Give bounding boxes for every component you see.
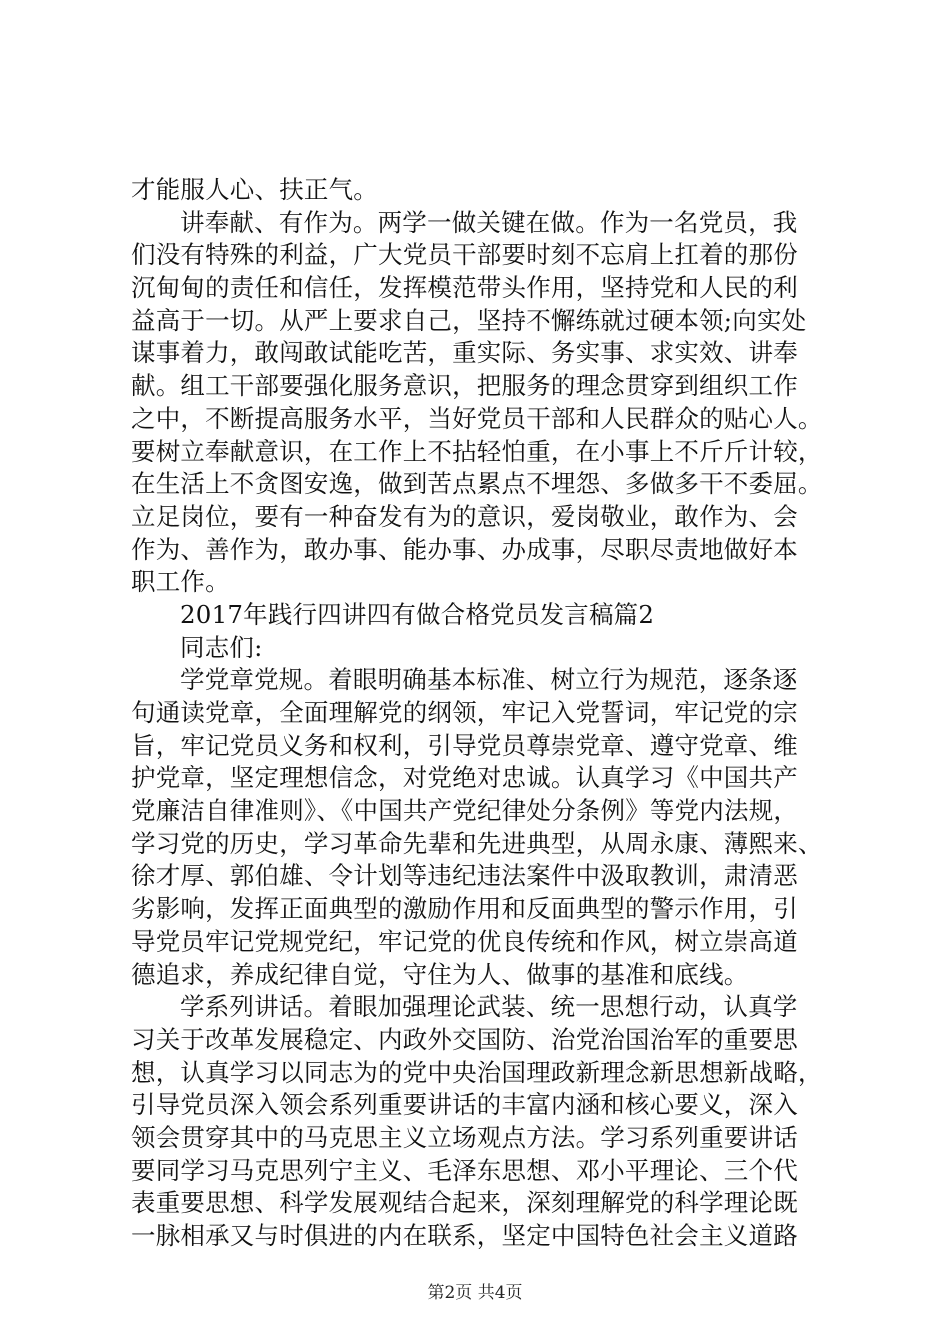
- text-line: 要同学习马克思列宁主义、毛泽东思想、邓小平理论、三个代: [131, 1155, 798, 1185]
- text-line: 讲奉献、有作为。两学一做关键在做。作为一名党员，我: [180, 207, 798, 237]
- text-line: 要树立奉献意识，在工作上不拈轻怕重，在小事上不斤斤计较，: [131, 436, 823, 466]
- text-line: 沉甸甸的责任和信任，发挥模范带头作用，坚持党和人民的利: [131, 273, 798, 303]
- text-line: 谋事着力，敢闯敢试能吃苦，重实际、务实事、求实效、讲奉: [131, 338, 798, 368]
- text-line: 领会贯穿其中的马克思主义立场观点方法。学习系列重要讲话: [131, 1122, 798, 1152]
- text-line: 2017年践行四讲四有做合格党员发言稿篇2: [180, 599, 655, 629]
- text-line: 之中，不断提高服务水平，当好党员干部和人民群众的贴心人。: [131, 403, 823, 433]
- text-line: 护党章，坚定理想信念，对党绝对忠诚。认真学习《中国共产: [131, 763, 798, 793]
- text-line: 党廉洁自律准则》、《中国共产党纪律处分条例》等党内法规，: [131, 796, 799, 826]
- text-line: 劣影响，发挥正面典型的激励作用和反面典型的警示作用，引: [131, 894, 798, 924]
- text-line: 一脉相承又与时俱进的内在联系，坚定中国特色社会主义道路: [131, 1221, 798, 1250]
- text-line: 职工作。: [131, 567, 230, 597]
- text-line: 献。组工干部要强化服务意识，把服务的理念贯穿到组织工作: [131, 371, 798, 401]
- text-line: 习关于改革发展稳定、内政外交国防、治党治国治军的重要思: [131, 1024, 798, 1054]
- text-line: 徐才厚、郭伯雄、令计划等违纪违法案件中汲取教训，肃清恶: [131, 861, 798, 891]
- text-line: 表重要思想、科学发展观结合起来，深刻理解党的科学理论既: [131, 1188, 798, 1218]
- text-line: 导党员牢记党规党纪，牢记党的优良传统和作风，树立崇高道: [131, 926, 798, 956]
- text-line: 作为、善作为，敢办事、能办事、办成事，尽职尽责地做好本: [131, 534, 798, 564]
- text-line: 旨，牢记党员义务和权利，引导党员尊崇党章、遵守党章、维: [131, 730, 798, 760]
- text-line: 才能服人心、扶正气。: [131, 175, 378, 204]
- body-text: [131, 174, 846, 1253]
- text-line: 同志们:: [180, 632, 263, 662]
- text-line: 立足岗位，要有一种奋发有为的意识，爱岗敬业，敢作为、会: [131, 501, 798, 531]
- text-line: 在生活上不贪图安逸，做到苦点累点不埋怨、多做多干不委屈。: [131, 469, 823, 499]
- text-line: 学系列讲话。着眼加强理论武装、统一思想行动，认真学: [180, 992, 798, 1022]
- text-line: 学习党的历史，学习革命先辈和先进典型，从周永康、薄熙来、: [131, 828, 823, 858]
- text-line: 们没有特殊的利益，广大党员干部要时刻不忘肩上扛着的那份: [131, 240, 798, 270]
- text-line: 引导党员深入领会系列重要讲话的丰富内涵和核心要义，深入: [131, 1090, 798, 1120]
- text-line: 学党章党规。着眼明确基本标准、树立行为规范，逐条逐: [180, 665, 798, 695]
- text-line: 益高于一切。从严上要求自己，坚持不懈练就过硬本领;向实处: [131, 305, 807, 335]
- text-line: 句通读党章，全面理解党的纲领，牢记入党誓词，牢记党的宗: [131, 698, 798, 727]
- page-footer: 第2页 共4页: [427, 1283, 523, 1303]
- text-line: 德追求，养成纪律自觉，守住为人、做事的基准和底线。: [131, 959, 749, 989]
- text-line: 想，认真学习以同志为的党中央治国理政新理念新思想新战略，: [131, 1057, 823, 1087]
